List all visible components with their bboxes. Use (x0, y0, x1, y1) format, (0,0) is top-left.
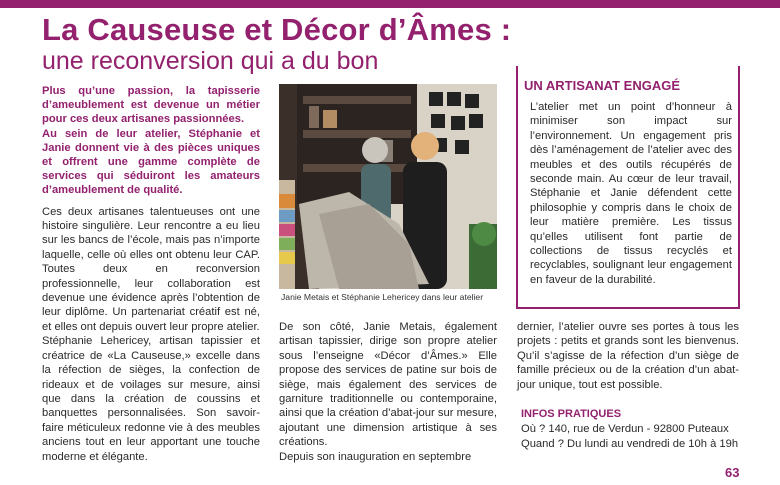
lead-paragraph-1: Plus qu’une passion, la tapisserie d’ameublement est devenue un métier pour ces deux artisanes passionnées. (42, 85, 260, 126)
article-subtitle: une reconversion qui a du bon (42, 47, 379, 75)
body-paragraph-2: Stéphanie Lehericey, artisan tapissier et créatrice de «La Causeuse,» excelle dans la réfection de sièges, la confection de rideaux et de voilages sur mesure, ainsi que dans la création de coussins et banquettes personnalisées. Son savoir-faire méticuleux redonne vie à des meubles anciens tout en leur apportant une touche moderne et élégante. (42, 335, 260, 463)
body-paragraph-3: De son côté, Janie Metais, également artisan tapissier, dirige son propre atelier sous l’enseigne «Décor d’Âmes.» Elle propose des services de patine sur bois de siège, mais également des services de garniture traditionnelle ou contemporaine, ainsi que la création d’abat-jour sur mesure, ajoutant une dimension artistique à ses créations. (279, 321, 497, 449)
lead-paragraph-2: Au sein de leur atelier, Stéphanie et Janie donnent vie à des pièces uniques et offrent une gamme complète de services qui séduiront les amateurs d’ameublement de qualité. (42, 127, 260, 197)
column-2 (279, 320, 497, 464)
workshop-photo-illustration (279, 84, 497, 289)
sidebar-heading: UN ARTISANAT ENGAGÉ (524, 78, 680, 93)
article-title: La Causeuse et Décor d’Âmes : (42, 12, 512, 47)
body-paragraph-1: Ces deux artisanes talentueuses ont une histoire singulière. Leur rencontre a eu lieu sur les bancs de l’école, mais pas n’importe laquelle, celle où elles ont obtenu leur CAP. Toutes deux en reconversion professionnelle, leur collaboration est devenue une évidence après l’obtention de leur diplôme. Un partenariat créatif est né, et elles ont depuis ouvert leur propre atelier. (42, 205, 260, 333)
infos-where: Où ? 140, rue de Verdun - 92800 Puteaux (521, 423, 729, 435)
column-1 (42, 84, 260, 464)
page-number: 63 (725, 465, 740, 480)
column-3 (517, 320, 739, 392)
top-color-bar (0, 0, 780, 8)
body-paragraph-4: Depuis son inauguration en septembre (279, 450, 472, 463)
infos-when: Quand ? Du lundi au vendredi de 10h à 19h (521, 438, 739, 450)
body-paragraph-5: dernier, l’atelier ouvre ses portes à tous les projets : petits et grands sont les bienvenus. Qu’il s’agisse de la réfection d’un siège de famille précieux ou de la création d’un abat-jour unique, tout est possible. (517, 321, 739, 391)
photo-caption: Janie Metais et Stéphanie Lehericey dans leur atelier (281, 292, 484, 302)
workshop-photo (279, 84, 497, 289)
infos-heading: INFOS PRATIQUES (521, 408, 622, 420)
sidebar-text: L’atelier met un point d’honneur à minimiser son impact sur l’environnement. Un engagement pris dès l’aménagement de l’atelier avec des meubles et des outils récupérés de seconde main. Au cœur de leur travail, Stéphanie et Janie défendent cette philosophie y compris dans le choix de leur matière première. Les tissus qu’elles utilisent font partie de collections de tissus recyclés et recyclables, soulignant leur engagement en faveur de la durabilité. (530, 101, 732, 286)
